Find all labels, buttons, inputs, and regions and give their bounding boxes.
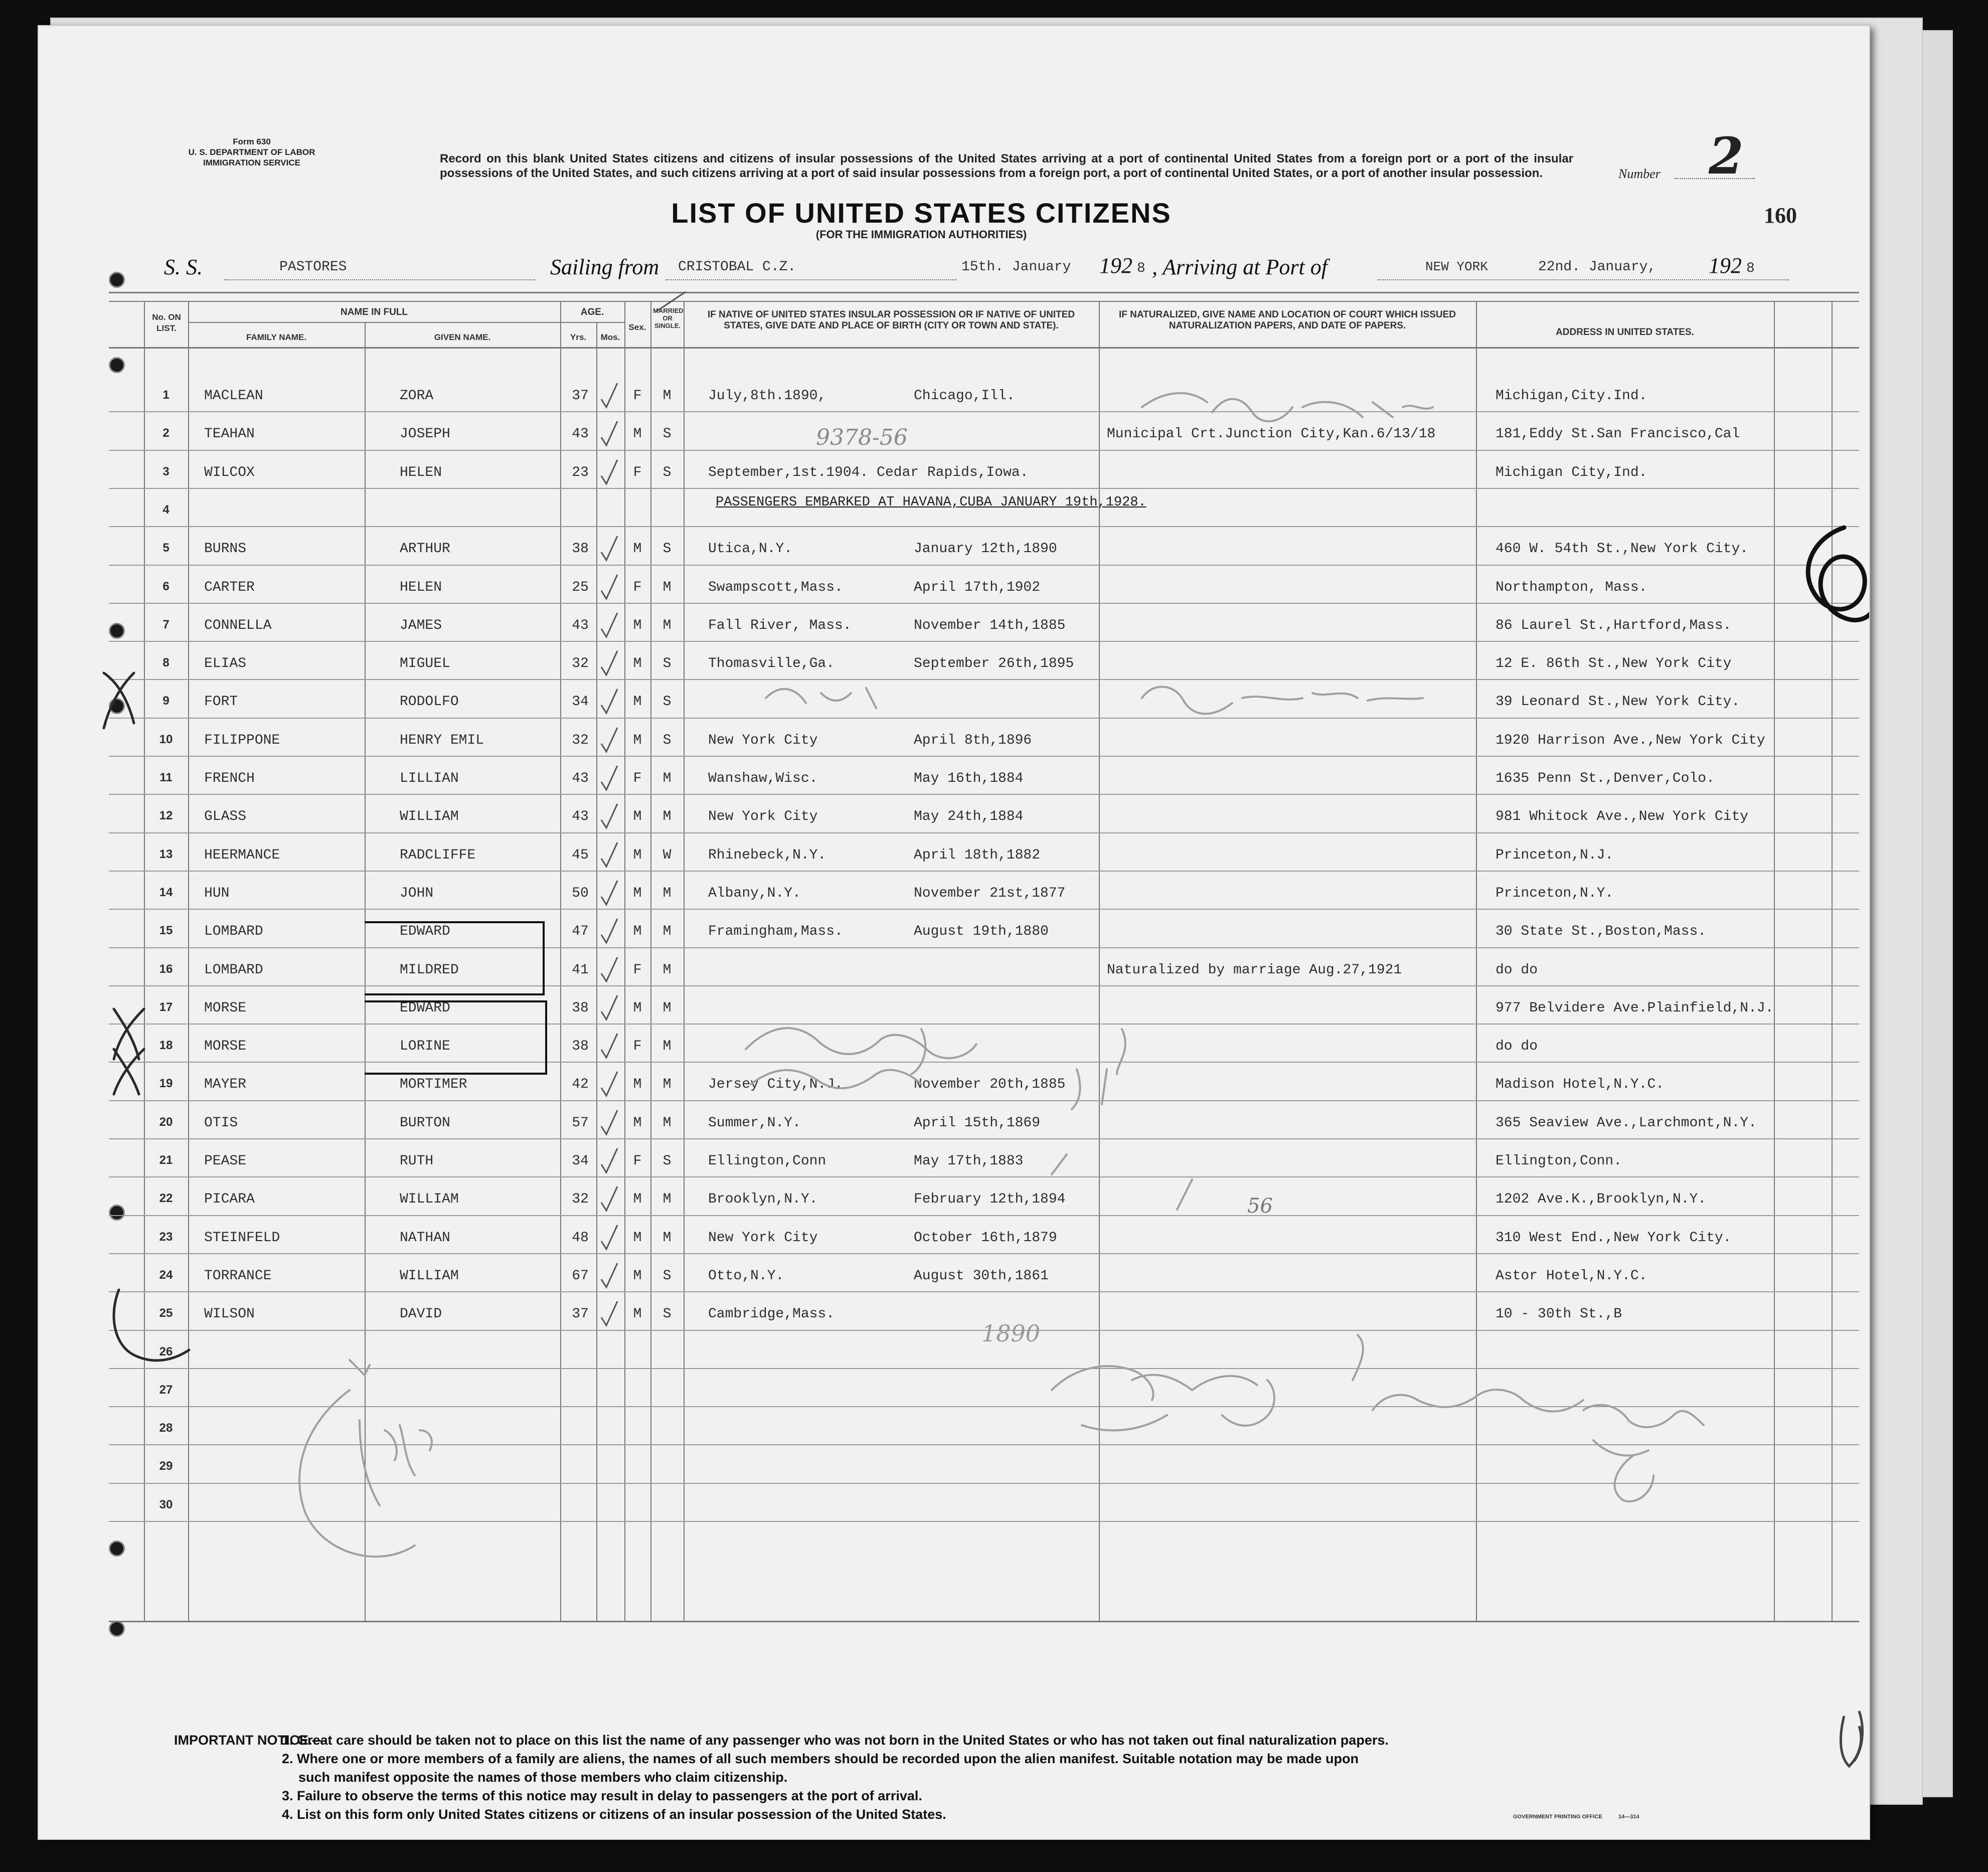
cell-no: 15 xyxy=(159,924,173,938)
cell-birth-date: January 12th,1890 xyxy=(914,541,1057,557)
cell-no: 9 xyxy=(162,694,170,708)
cell-no: 19 xyxy=(159,1077,173,1091)
cell-birth-place: Jersey City,N.J. xyxy=(708,1077,843,1093)
cell-birth-date: November 20th,1885 xyxy=(914,1077,1066,1093)
cell-no: 24 xyxy=(159,1268,173,1282)
cell-no: 8 xyxy=(162,656,170,670)
cell-family: PEASE xyxy=(204,1153,247,1169)
cell-birth-place: July,8th.1890, xyxy=(708,388,826,404)
cell-given: JOSEPH xyxy=(400,426,450,442)
cell-address: 86 Laurel St.,Hartford,Mass. xyxy=(1496,617,1732,633)
cell-address: do do xyxy=(1496,962,1538,978)
cell-age: 45 xyxy=(572,847,589,863)
cell-given: WILLIAM xyxy=(400,1268,459,1284)
cell-age: 48 xyxy=(572,1230,589,1246)
page-title: LIST OF UNITED STATES CITIZENS xyxy=(671,197,1172,229)
page-number: 160 xyxy=(1764,203,1797,228)
cell-no: 7 xyxy=(162,617,170,631)
cell-age: 43 xyxy=(572,426,589,442)
cell-no: 22 xyxy=(159,1192,173,1206)
cell-family: OTIS xyxy=(204,1115,238,1131)
cell-birth-date: May 17th,1883 xyxy=(914,1153,1024,1169)
arriving-label: , Arriving at Port of xyxy=(1152,255,1328,279)
cell-given: EDWARD xyxy=(400,924,450,940)
cell-ms: M xyxy=(662,771,672,786)
cell-ms: S xyxy=(662,1306,672,1322)
header-given-name: GIVEN NAME. xyxy=(434,332,491,342)
cell-family: HUN xyxy=(204,885,230,901)
cell-no: 18 xyxy=(159,1039,173,1053)
cell-birth-place: Fall River, Mass. xyxy=(708,617,852,633)
cell-age: 42 xyxy=(572,1077,589,1093)
cell-age: 38 xyxy=(572,1000,589,1016)
cell-no: 13 xyxy=(159,847,173,861)
cell-given: NATHAN xyxy=(400,1230,450,1246)
cell-sex: M xyxy=(633,694,642,710)
cell-ms: S xyxy=(662,426,672,442)
cell-birth-place: Brooklyn,N.Y. xyxy=(708,1192,818,1208)
header-name-in-full: NAME IN FULL xyxy=(340,307,408,317)
cell-ms: M xyxy=(662,1230,672,1246)
cell-no: 21 xyxy=(159,1153,173,1167)
notice-item-4: 4. List on this form only United States citizens or citizens of an insular possession of the United States. xyxy=(282,1807,946,1822)
cell-birth-place: Rhinebeck,N.Y. xyxy=(708,847,826,863)
cell-address: Princeton,N.J. xyxy=(1496,847,1614,863)
cell-address: 981 Whitock Ave.,New York City xyxy=(1496,809,1749,825)
cell-given: MORTIMER xyxy=(400,1077,467,1093)
cell-age: 37 xyxy=(572,1306,589,1322)
cell-given: LILLIAN xyxy=(400,771,459,786)
notice-item-2-continued: such manifest opposite the names of those members who claim citizenship. xyxy=(298,1770,788,1785)
cell-family: FILIPPONE xyxy=(204,732,280,748)
cell-sex: F xyxy=(633,962,642,978)
cell-given: WILLIAM xyxy=(400,809,459,825)
cell-sex: M xyxy=(633,885,642,901)
cell-age: 34 xyxy=(572,694,589,710)
cell-age: 47 xyxy=(572,924,589,940)
cell-birth-date: May 16th,1884 xyxy=(914,771,1024,786)
notice-item-2: 2. Where one or more members of a family are aliens, the names of all such members should be recorded upon the alien manifest. Suitable notation may be made upon xyxy=(282,1751,1359,1766)
cell-ms: M xyxy=(662,924,672,940)
notice-title: IMPORTANT NOTICE.— xyxy=(174,1733,326,1748)
arrive-date: 22nd. January, xyxy=(1538,259,1656,275)
cell-ms: S xyxy=(662,541,672,557)
cell-birth-date: May 24th,1884 xyxy=(914,809,1024,825)
cell-no: 16 xyxy=(159,962,173,976)
cell-no: 29 xyxy=(159,1459,173,1473)
cell-ms: M xyxy=(662,885,672,901)
cell-age: 41 xyxy=(572,962,589,978)
notice-item-1: 1. Great care should be taken not to place on this list the name of any passenger who was not born in the United States or who has not taken out final naturalization papers. xyxy=(282,1733,1389,1748)
cell-no: 30 xyxy=(159,1497,173,1511)
cell-no: 3 xyxy=(162,464,170,478)
cell-ms: M xyxy=(662,1192,672,1208)
cell-no: 26 xyxy=(159,1344,173,1358)
cell-sex: M xyxy=(633,924,642,940)
cell-address: Ellington,Conn. xyxy=(1496,1153,1622,1169)
cell-given: JAMES xyxy=(400,617,442,633)
cell-age: 34 xyxy=(572,1153,589,1169)
cell-birth-place: Framingham,Mass. xyxy=(708,924,843,940)
arrive-year-prefix: 192 xyxy=(1709,253,1742,278)
sail-date: 15th. January xyxy=(961,259,1071,275)
cell-naturalized: Naturalized by marriage Aug.27,1921 xyxy=(1107,962,1402,978)
cell-sex: M xyxy=(633,732,642,748)
cell-given: JOHN xyxy=(400,885,434,901)
cell-address: Astor Hotel,N.Y.C. xyxy=(1496,1268,1647,1284)
cell-age: 43 xyxy=(572,771,589,786)
cell-sex: M xyxy=(633,1230,642,1246)
cell-sex: F xyxy=(633,388,642,404)
cell-family: GLASS xyxy=(204,809,247,825)
cell-sex: F xyxy=(633,464,642,480)
cell-address: 10 - 30th St.,B xyxy=(1496,1306,1622,1322)
cell-ms: M xyxy=(662,579,672,595)
cell-sex: M xyxy=(633,1077,642,1093)
cell-birth-place: Otto,N.Y. xyxy=(708,1268,784,1284)
cell-address: 39 Leonard St.,New York City. xyxy=(1496,694,1740,710)
cell-address: 1920 Harrison Ave.,New York City xyxy=(1496,732,1765,748)
cell-birth-place: Wanshaw,Wisc. xyxy=(708,771,818,786)
cell-family: HEERMANCE xyxy=(204,847,280,863)
cell-no: 28 xyxy=(159,1421,173,1435)
cell-sex: M xyxy=(633,809,642,825)
cell-birth-date: April 17th,1902 xyxy=(914,579,1041,595)
header-no: No. ON LIST. xyxy=(152,312,181,333)
cell-age: 32 xyxy=(572,656,589,672)
cell-given: DAVID xyxy=(400,1306,442,1322)
header-married-single: MARRIED OR SINGLE. xyxy=(653,307,684,329)
cell-address: 1202 Ave.K.,Brooklyn,N.Y. xyxy=(1496,1192,1707,1208)
cell-sex: F xyxy=(633,771,642,786)
cell-no: 17 xyxy=(159,1000,173,1014)
cell-age: 57 xyxy=(572,1115,589,1131)
cell-age: 38 xyxy=(572,1039,589,1055)
cell-family: BURNS xyxy=(204,541,247,557)
cell-birth-place: Ellington,Conn xyxy=(708,1153,826,1169)
header-age: AGE. xyxy=(580,307,604,317)
cell-age: 38 xyxy=(572,541,589,557)
cell-birth-place: Swampscott,Mass. xyxy=(708,579,843,595)
cell-given: HELEN xyxy=(400,579,442,595)
cell-address: 12 E. 86th St.,New York City xyxy=(1496,656,1732,672)
cell-address: 977 Belvidere Ave.Plainfield,N.J. xyxy=(1496,1000,1774,1016)
cell-no: 23 xyxy=(159,1230,173,1244)
cell-no: 27 xyxy=(159,1383,173,1397)
cell-family: STEINFELD xyxy=(204,1230,280,1246)
cell-address: Madison Hotel,N.Y.C. xyxy=(1496,1077,1665,1093)
number-value: 2 xyxy=(1709,126,1744,186)
cell-age: 32 xyxy=(572,1192,589,1208)
cell-address: 365 Seaview Ave.,Larchmont,N.Y. xyxy=(1496,1115,1757,1131)
ship-name: PASTORES xyxy=(279,259,347,275)
department-name: U. S. DEPARTMENT OF LABOR xyxy=(188,147,315,157)
cell-given: LORINE xyxy=(400,1039,450,1055)
cell-address: 460 W. 54th St.,New York City. xyxy=(1496,541,1749,557)
cell-ms: M xyxy=(662,1077,672,1093)
header-months: Mos. xyxy=(600,332,620,342)
cell-sex: M xyxy=(633,541,642,557)
cell-no: 4 xyxy=(162,502,170,517)
cell-family: MAYER xyxy=(204,1077,247,1093)
cell-birth-place: Cambridge,Mass. xyxy=(708,1306,835,1322)
cell-address: Princeton,N.Y. xyxy=(1496,885,1614,901)
cell-sex: M xyxy=(633,1192,642,1208)
cell-family: WILSON xyxy=(204,1306,255,1322)
cell-birth-place: New York City xyxy=(708,732,818,748)
to-port: NEW YORK xyxy=(1425,259,1488,274)
cell-age: 50 xyxy=(572,885,589,901)
cell-birth-date: August 30th,1861 xyxy=(914,1268,1049,1284)
cell-no: 6 xyxy=(162,579,170,593)
form-number: Form 630 xyxy=(233,137,271,146)
cell-birth-date: November 14th,1885 xyxy=(914,617,1066,633)
cell-ms: M xyxy=(662,1000,672,1016)
cell-sex: M xyxy=(633,1000,642,1016)
cell-birth-place: Albany,N.Y. xyxy=(708,885,801,901)
cell-sex: M xyxy=(633,617,642,633)
cell-ms: M xyxy=(662,617,672,633)
cell-age: 67 xyxy=(572,1268,589,1284)
cell-no: 12 xyxy=(159,809,173,823)
cell-sex: F xyxy=(633,1153,642,1169)
header-naturalized: IF NATURALIZED, GIVE NAME AND LOCATION OF COURT WHICH ISSUED NATURALIZATION PAPERS, AND DATE OF PAPERS. xyxy=(1118,309,1456,331)
cell-family: LOMBARD xyxy=(204,924,263,940)
cell-age: 43 xyxy=(572,617,589,633)
cell-sex: F xyxy=(633,579,642,595)
cell-ms: M xyxy=(662,388,672,404)
cell-given: RUTH xyxy=(400,1153,434,1169)
sail-year-prefix: 192 xyxy=(1099,253,1132,278)
cell-address: 1635 Penn St.,Denver,Colo. xyxy=(1496,771,1715,786)
ss-label: S. S. xyxy=(164,255,203,279)
sail-year-suffix: 8 xyxy=(1137,261,1145,276)
cell-family: MORSE xyxy=(204,1000,247,1016)
cell-ms: S xyxy=(662,656,672,672)
cell-address: Michigan City,Ind. xyxy=(1496,464,1647,480)
cell-ms: S xyxy=(662,464,672,480)
cell-family: FORT xyxy=(204,694,238,710)
cell-age: 25 xyxy=(572,579,589,595)
cell-family: MORSE xyxy=(204,1039,247,1055)
handwritten-year: 1890 xyxy=(981,1320,1041,1347)
cell-family: TEAHAN xyxy=(204,426,255,442)
cell-birth-place: New York City xyxy=(708,809,818,825)
cell-address: Northampton, Mass. xyxy=(1496,579,1647,595)
header-years: Yrs. xyxy=(570,332,587,342)
notice-item-3: 3. Failure to observe the terms of this notice may result in delay to passengers at the port of arrival. xyxy=(282,1788,922,1803)
cell-no: 11 xyxy=(159,771,173,784)
cell-ms: S xyxy=(662,1268,672,1284)
printer-code: 14—314 xyxy=(1618,1814,1639,1820)
cell-family: CARTER xyxy=(204,579,255,595)
cell-family: MACLEAN xyxy=(204,388,263,404)
cell-address: 310 West End.,New York City. xyxy=(1496,1230,1732,1246)
havana-embark-note: PASSENGERS EMBARKED AT HAVANA,CUBA JANUARY 19th,1928. xyxy=(716,495,1146,510)
cell-ms: S xyxy=(662,732,672,748)
cell-ms: M xyxy=(662,809,672,825)
printer-imprint: GOVERNMENT PRINTING OFFICE xyxy=(1513,1814,1602,1820)
cell-given: MIGUEL xyxy=(400,656,450,672)
cell-sex: M xyxy=(633,1306,642,1322)
cell-given: MILDRED xyxy=(400,962,459,978)
cell-birth-date: Chicago,Ill. xyxy=(914,388,1015,404)
header-sex: Sex. xyxy=(628,322,646,332)
header-birth: IF NATIVE OF UNITED STATES INSULAR POSSESSION OR IF NATIVE OF UNITED STATES, GIVE DATE AND PLACE OF BIRTH (CITY OR TOWN AND STATE). xyxy=(707,309,1075,331)
handwriting-scribbles xyxy=(39,26,1869,1839)
page-subtitle: (FOR THE IMMIGRATION AUTHORITIES) xyxy=(815,228,1027,241)
arrive-year-suffix: 8 xyxy=(1746,261,1755,276)
cell-birth-place: Summer,N.Y. xyxy=(708,1115,801,1131)
cell-no: 10 xyxy=(159,732,173,746)
cell-birth-place: Thomasville,Ga. xyxy=(708,656,835,672)
cell-no: 14 xyxy=(159,885,173,899)
cell-given: HENRY EMIL xyxy=(400,732,484,748)
cell-given: RADCLIFFE xyxy=(400,847,476,863)
cell-address: do do xyxy=(1496,1039,1538,1055)
cell-birth-date: April 8th,1896 xyxy=(914,732,1032,748)
cell-birth-date: April 18th,1882 xyxy=(914,847,1041,863)
cell-birth-date: February 12th,1894 xyxy=(914,1192,1066,1208)
cell-birth-date: April 15th,1869 xyxy=(914,1115,1041,1131)
cell-family: LOMBARD xyxy=(204,962,263,978)
sailing-label: Sailing from xyxy=(550,255,659,279)
cell-family: WILCOX xyxy=(204,464,255,480)
cell-given: HELEN xyxy=(400,464,442,480)
cell-birth-date: August 19th,1880 xyxy=(914,924,1049,940)
cell-age: 23 xyxy=(572,464,589,480)
cell-birth-place: Utica,N.Y. xyxy=(708,541,793,557)
cell-naturalized: Municipal Crt.Junction City,Kan.6/13/18 xyxy=(1107,426,1436,442)
cell-ms: M xyxy=(662,1115,672,1131)
cell-sex: M xyxy=(633,656,642,672)
cell-no: 1 xyxy=(162,388,170,402)
cell-age: 43 xyxy=(572,809,589,825)
cell-age: 32 xyxy=(572,732,589,748)
cell-given: EDWARD xyxy=(400,1000,450,1016)
cell-no: 20 xyxy=(159,1115,173,1129)
cell-address: 181,Eddy St.San Francisco,Cal xyxy=(1496,426,1740,442)
cell-given: RODOLFO xyxy=(400,694,459,710)
cell-no: 2 xyxy=(162,426,170,440)
cell-birth-date: September 26th,1895 xyxy=(914,656,1074,672)
cell-ms: W xyxy=(662,847,672,863)
number-label: Number xyxy=(1618,166,1661,181)
cell-sex: F xyxy=(633,1039,642,1055)
header-address: ADDRESS IN UNITED STATES. xyxy=(1556,327,1694,337)
cell-no: 5 xyxy=(162,541,170,555)
cell-birth-date: November 21st,1877 xyxy=(914,885,1066,901)
cell-birth-place: September,1st.1904. Cedar Rapids,Iowa. xyxy=(708,464,1029,480)
cell-family: CONNELLA xyxy=(204,617,272,633)
record-instruction: Record on this blank United States citizens and citizens of insular possessions of the United States arriving at a port of continental United States from a foreign port or a port of the insular possessions of the United States, and such citizens arriving at a port of said insular possessions from a foreign port, a port of continental United States, or a port of another insular possession. xyxy=(440,152,1573,180)
cell-ms: M xyxy=(662,962,672,978)
cell-given: BURTON xyxy=(400,1115,450,1131)
from-port: CRISTOBAL C.Z. xyxy=(678,259,796,275)
cell-ms: S xyxy=(662,694,672,710)
cell-birth-date: October 16th,1879 xyxy=(914,1230,1057,1246)
cell-given: ARTHUR xyxy=(400,541,450,557)
cell-sex: M xyxy=(633,1115,642,1131)
handwritten-cert-number: 9378-56 xyxy=(816,425,908,450)
cell-address: Michigan,City.Ind. xyxy=(1496,388,1647,404)
cell-given: WILLIAM xyxy=(400,1192,459,1208)
cell-family: ELIAS xyxy=(204,656,247,672)
cell-sex: M xyxy=(633,847,642,863)
cell-address: 30 State St.,Boston,Mass. xyxy=(1496,924,1707,940)
cell-age: 37 xyxy=(572,388,589,404)
cell-family: TORRANCE xyxy=(204,1268,272,1284)
cell-family: PICARA xyxy=(204,1192,255,1208)
cell-given: ZORA xyxy=(400,388,434,404)
cell-family: FRENCH xyxy=(204,771,255,786)
cell-sex: M xyxy=(633,426,642,442)
service-name: IMMIGRATION SERVICE xyxy=(203,158,300,167)
cell-ms: M xyxy=(662,1039,672,1055)
manifest-page xyxy=(38,25,1870,1840)
cell-birth-place: New York City xyxy=(708,1230,818,1246)
cell-sex: M xyxy=(633,1268,642,1284)
cell-ms: S xyxy=(662,1153,672,1169)
header-family-name: FAMILY NAME. xyxy=(246,332,306,342)
handwritten-margin-number: 56 xyxy=(1247,1195,1273,1218)
cell-no: 25 xyxy=(159,1306,173,1320)
